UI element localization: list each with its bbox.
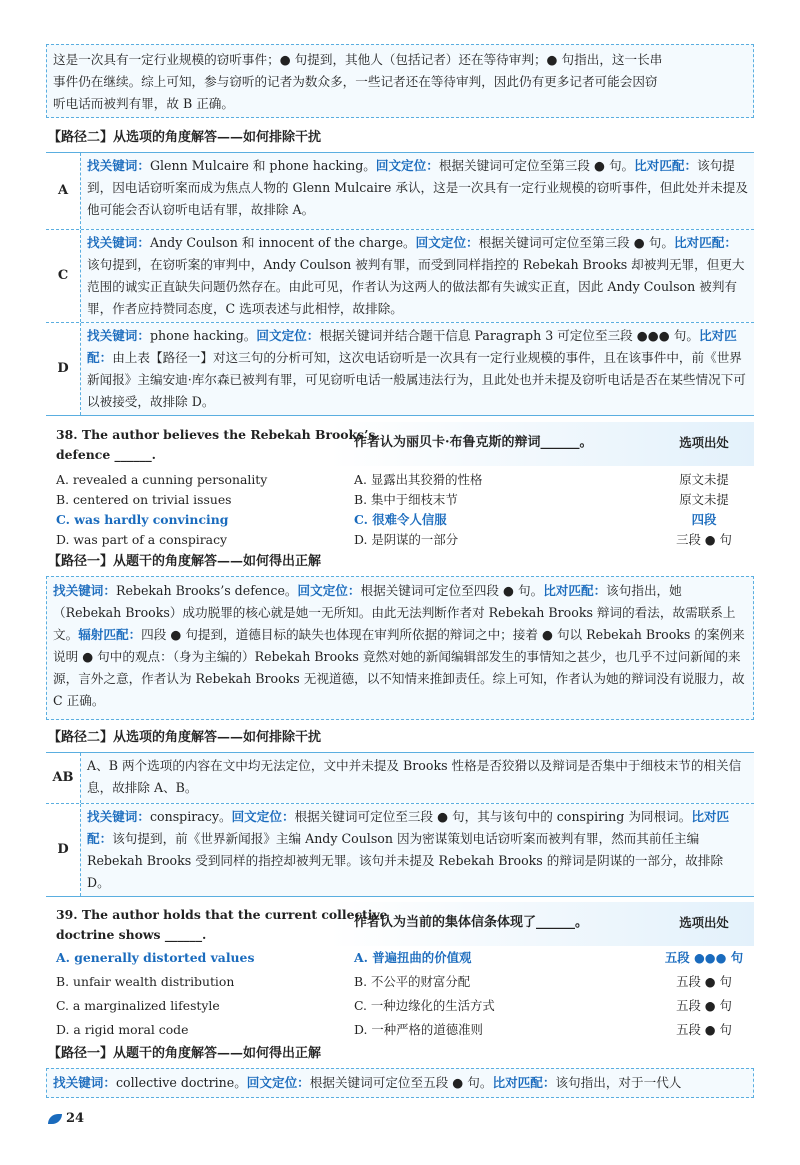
keyword-text: Glenn Mulcaire 和 phone hacking。 <box>149 158 376 173</box>
q39-option-a-zh: A. 普遍扭曲的价值观 <box>354 950 472 965</box>
match-label: 比对匹配： <box>634 158 698 173</box>
option-row-d <box>46 803 754 896</box>
q38-option-a-source: 原文未提 <box>679 472 729 487</box>
q39-option-c-source: 五段 ● 句 <box>676 998 732 1013</box>
q39-option-d-zh: D. 一种严格的道德准则 <box>354 1022 483 1037</box>
explanation-line: 事件仍在继续。综上可知，参与窃听的记者为数众多，一些记者还在等待审判，因此仍有更多记者可能会因窃 <box>53 74 658 89</box>
locate-label: 回文定位： <box>415 235 479 250</box>
locate-label: 回文定位： <box>246 1075 310 1090</box>
option-label: D <box>46 804 81 896</box>
locate-label: 回文定位： <box>297 583 361 598</box>
locate-text: 根据关键词可定位至三段 ● 句，其与该句中的 conspiring 为同根词。 <box>294 809 692 824</box>
route1-heading: 【路径一】从题干的角度解答——如何得出正解 <box>48 554 322 569</box>
match-text: 该句提到，因电话窃听案而成为焦点人物的 Glenn Mulcaire 承认，这是一次具有一定行业规模的窃听事件，但此处并未提及他可能会否认窃听电话有罪，故排除 A。 <box>87 158 748 217</box>
route2-heading: 【路径二】从选项的角度解答——如何排除干扰 <box>48 130 322 145</box>
option-row-d <box>46 322 754 415</box>
q38-option-b-source: 原文未提 <box>679 492 729 507</box>
q39-option-b-en: B. unfair wealth distribution <box>56 974 235 989</box>
locate-label: 回文定位： <box>231 809 295 824</box>
locate-text: 根据关键词可定位至四段 ● 句。 <box>360 583 544 598</box>
q38-option-a-en: A. revealed a cunning personality <box>56 472 268 487</box>
option-row-c <box>46 229 754 322</box>
match-text: 由上表【路径一】对这三句的分析可知，这次电话窃听是一次具有一定行业规模的事件，且在该事件中，前《世界新闻报》主编安迪·库尔森已被判有罪，可见窃听电话一般属违法行为，且此处也并未提及窃听电话是否在某些情况下可以被接受，故排除 D。 <box>87 350 746 409</box>
q38-option-b-en: B. centered on trivial issues <box>56 492 232 507</box>
explanation-line: 听电话而被判有罪，故 B 正确。 <box>53 96 234 111</box>
q38-option-d-en: D. was part of a conspiracy <box>56 532 228 547</box>
q38-options-table <box>46 752 754 897</box>
keyword-label: 找关键词： <box>53 583 116 598</box>
q38-option-a-zh: A. 显露出其狡猾的性格 <box>354 472 483 487</box>
q39-option-c-zh: C. 一种边缘化的生活方式 <box>354 998 495 1013</box>
keyword-text: Rebekah Brooks’s defence。 <box>115 583 298 598</box>
q38-stem-zh: 作者认为丽贝卡·布鲁克斯的辩词______。 <box>354 435 593 450</box>
option-label: A <box>46 153 81 229</box>
option-label: D <box>46 323 81 415</box>
keyword-label: 找关键词： <box>87 328 150 343</box>
radiate-text: 四段 ● 句提到，道德目标的缺失也体现在审判所依据的辩词之中；接着 ● 句以 Rebekah Brooks 的案例来说明 ● 句中的观点：（身为主编的）Rebekah Brooks 竟然对她的新闻编辑部发生的事情知之甚少，也几乎不过问新闻的来源，言外之意，作者认为 Rebekah Brooks 无视道德，以不知情来推卸责任。综上可知，作者认为她的辩词没有说服力，故 C 正确。 <box>53 627 745 708</box>
match-label: 比对匹配： <box>492 1075 556 1090</box>
keyword-label: 找关键词： <box>53 1075 116 1090</box>
q38-option-c-zh: C. 很难令人信服 <box>354 512 447 527</box>
match-text: 该句提到，在窃听案的审判中，Andy Coulson 被判有罪，而受到同样指控的 Rebekah Brooks 却被判无罪，但更大范围的诚实正直缺失问题仍然存在。由此可见，作者认为这两人的做法都有失诚实正直，因此 Andy Coulson 被判有罪，作者应持赞同态度，C 选项表述与此相悖，故排除。 <box>87 257 745 316</box>
q39-stem-en-2: doctrine shows ______. <box>56 927 207 942</box>
q38-source-header: 选项出处 <box>679 435 729 450</box>
q39-option-a-source: 五段 ●●● 句 <box>664 950 744 965</box>
option-analysis <box>81 323 754 415</box>
locate-text: 根据关键词可定位至第三段 ● 句。 <box>478 235 674 250</box>
q39-stem-zh: 作者认为当前的集体信条体现了______。 <box>354 915 589 930</box>
locate-text: 根据关键词可定位至五段 ● 句。 <box>309 1075 493 1090</box>
locate-text: 根据关键词并结合题干信息 Paragraph 3 可定位至三段 ●●● 句。 <box>319 328 699 343</box>
route2-heading: 【路径二】从选项的角度解答——如何排除干扰 <box>48 730 322 745</box>
keyword-text: Andy Coulson 和 innocent of the charge。 <box>149 235 416 250</box>
q38-option-c-en: C. was hardly convincing <box>56 512 229 527</box>
match-label: 比对匹配： <box>543 583 607 598</box>
match-label: 比对匹配： <box>87 809 730 846</box>
page-number: 24 <box>66 1111 85 1126</box>
q39-route1-box <box>46 1068 754 1098</box>
q38-route1-box <box>46 576 754 720</box>
locate-label: 回文定位： <box>375 158 439 173</box>
option-analysis <box>81 230 754 322</box>
option-row-ab <box>46 753 754 803</box>
keyword-label: 找关键词： <box>87 235 150 250</box>
q38-stem-en-1: 38. The author believes the Rebekah Brooks’s <box>56 427 376 442</box>
keyword-label: 找关键词： <box>87 158 150 173</box>
q38-option-d-zh: D. 是阴谋的一部分 <box>354 532 459 547</box>
locate-label: 回文定位： <box>256 328 320 343</box>
match-label: 比对匹配： <box>673 235 737 250</box>
q39-source-header: 选项出处 <box>679 915 729 930</box>
q38-option-b-zh: B. 集中于细枝末节 <box>354 492 458 507</box>
option-analysis: A、B 两个选项的内容在文中均无法定位，文中并未提及 Brooks 性格是否狡猾以及辩词是否集中于细枝末节的相关信息，故排除 A、B。 <box>81 753 754 803</box>
q39-option-d-en: D. a rigid moral code <box>56 1022 189 1037</box>
match-label: 比对匹配： <box>87 328 737 365</box>
q39-option-d-source: 五段 ● 句 <box>676 1022 732 1037</box>
keyword-label: 找关键词： <box>87 809 150 824</box>
q39-option-a-en: A. generally distorted values <box>56 950 255 965</box>
q37-options-table <box>46 152 754 416</box>
match-text: 该句指出，对于一代人 <box>555 1075 682 1090</box>
q39-option-b-zh: B. 不公平的财富分配 <box>354 974 471 989</box>
leaf-icon <box>48 1114 62 1124</box>
option-label: AB <box>46 753 81 803</box>
q39-option-b-source: 五段 ● 句 <box>676 974 732 989</box>
keyword-text: collective doctrine。 <box>115 1075 247 1090</box>
match-text: 该句提到，前《世界新闻报》主编 Andy Coulson 因为密谋策划电话窃听案而被判有罪，然而其前任主编 Rebekah Brooks 受到同样的指控却被判无罪。该句并未提及 Rebekah Brooks 的辩词是阴谋的一部分，故排除 D。 <box>87 831 724 890</box>
locate-text: 根据关键词可定位至第三段 ● 句。 <box>438 158 635 173</box>
q38-option-c-source: 四段 <box>691 512 717 527</box>
radiate-label: 辐射匹配： <box>78 627 142 642</box>
q38-stem-en-2: defence ______. <box>56 447 156 462</box>
keyword-text: phone hacking。 <box>149 328 257 343</box>
option-analysis <box>81 153 754 229</box>
q39-stem-en-1: 39. The author holds that the current collective <box>56 907 388 922</box>
explanation-box-top <box>46 44 754 118</box>
keyword-text: conspiracy。 <box>149 809 232 824</box>
option-label: C <box>46 230 81 322</box>
option-row-a <box>46 153 754 229</box>
explanation-line: 这是一次具有一定行业规模的窃听事件；● 句提到，其他人（包括记者）还在等待审判；● 句指出，这一长串 <box>53 52 663 67</box>
option-analysis <box>81 804 754 896</box>
q39-option-c-en: C. a marginalized lifestyle <box>56 998 220 1013</box>
match-text: 该句指出，她（Rebekah Brooks）成功脱罪的核心就是她一无所知。由此无法判断作者对 Rebekah Brooks 辩词的看法，故需联系上文。 <box>53 583 736 642</box>
q38-option-d-source: 三段 ● 句 <box>676 532 732 547</box>
page-footer <box>48 1108 84 1130</box>
route1-heading: 【路径一】从题干的角度解答——如何得出正解 <box>48 1046 322 1061</box>
